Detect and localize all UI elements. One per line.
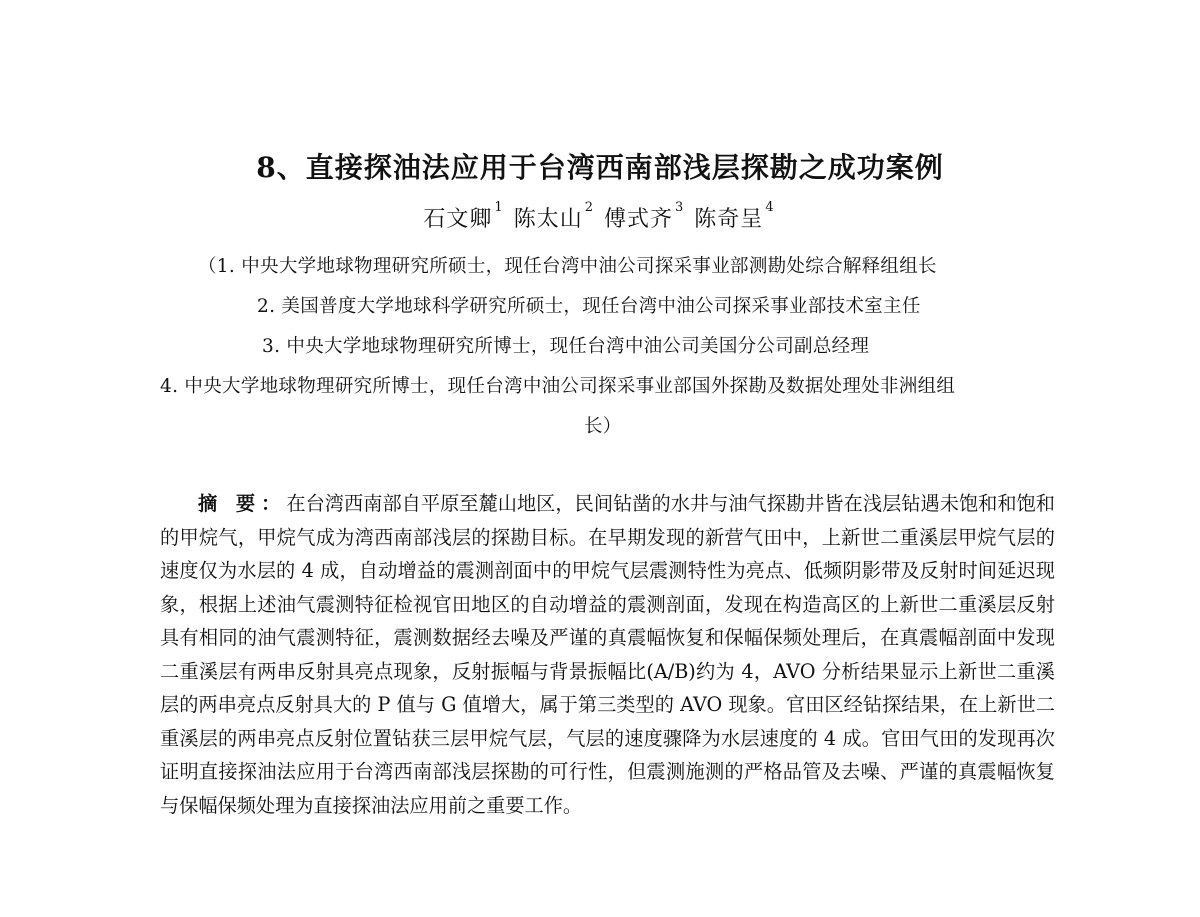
author-name: 傅式齐 [604, 207, 674, 232]
affiliation-2: 2. 美国普度大学地球科学研究所硕士，现任台湾中油公司探采事业部技术室主任 [257, 296, 921, 317]
author-name: 陈奇呈 [694, 207, 764, 232]
affiliation-1: （1. 中央大学地球物理研究所硕士，现任台湾中油公司探采事业部测勘处综合解释组组长 [198, 256, 937, 277]
author-affiliation-mark: 3 [675, 200, 685, 215]
affiliation-4-continued: 长） [584, 416, 622, 437]
author-name: 石文卿 [423, 207, 493, 232]
affiliation-4: 4. 中央大学地球物理研究所博士，现任台湾中油公司探采事业部国外探勘及数据处理处非洲组组 [160, 376, 956, 397]
abstract-text: 在台湾西南部自平原至麓山地区，民间钻凿的水井与油气探勘井皆在浅层钻遇未饱和和饱和的甲烷气，甲烷气成为湾西南部浅层的探勘目标。在早期发现的新营气田中，上新世二重溪层甲烷气层的速度仅为水层的 4 成，自动增益的震测剖面中的甲烷气层震测特性为亮点、低频阴影带及反射时间延迟现象，根据上述油气震测特征检视官田地区的自动增益的震测剖面，发现在构造高区的上新世二重溪层反射具有相同的油气震测特征，震测数据经去噪及严谨的真震幅恢复和保幅保频处理后，在真震幅剖面中发现二重溪层有两串反射具亮点现象，反射振幅与背景振幅比(A/B)约为 4，AVO 分析结果显示上新世二重溪层的两串亮点反射具大的 P 值与 G 值增大，属于第三类型的 AVO 现象。官田区经钻探结果，在上新世二重溪层的两串亮点反射位置钻获三层甲烷气层，气层的速度骤降为水层速度的 4 成。官田气田的发现再次证明直接探油法应用于台湾西南部浅层探勘的可行性，但震测施测的严格品管及去噪、严谨的真震幅恢复与保幅保频处理为直接探油法应用前之重要工作。 [160, 492, 1055, 817]
author-affiliation-mark: 4 [765, 200, 775, 215]
author-affiliation-mark: 2 [584, 200, 594, 215]
author-list [0, 202, 1200, 233]
abstract [160, 487, 1055, 822]
abstract-label: 摘 要： [198, 492, 287, 515]
abstract-paragraph [160, 487, 1055, 822]
paper-title: 8、直接探油法应用于台湾西南部浅层探勘之成功案例 [256, 151, 944, 184]
author-affiliation-mark: 1 [494, 200, 504, 215]
author-name: 陈太山 [513, 207, 583, 232]
affiliation-3: 3. 中央大学地球物理研究所博士，现任台湾中油公司美国分公司副总经理 [262, 336, 870, 357]
